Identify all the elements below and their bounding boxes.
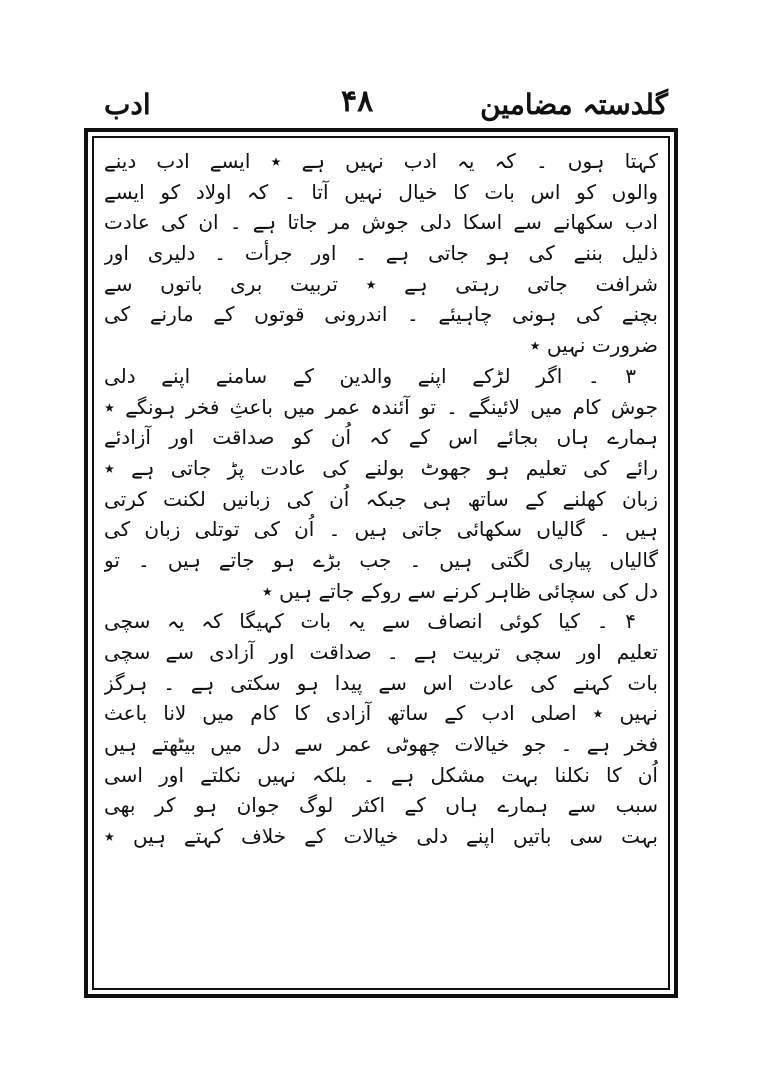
text-line: والوں کو اس بات کا خیال نہیں آتا ۔ کہ اولاد کو ایسے xyxy=(104,179,658,204)
text-line: فخر ہے ۔ جو خیالات چھوٹی عمر سے دل میں بیٹھتے ہیں xyxy=(104,732,658,757)
book-title: گلدستہ مضامین xyxy=(480,88,668,121)
text-line: شرافت جاتی رہتی ہے ٭ تربیت بری باتوں سے xyxy=(104,271,658,296)
text-line: بچنے کی ہونی چاہیئے ۔ اندرونی قوتوں کے مارنے کی xyxy=(104,302,658,327)
text-line: گالیاں پیاری لگتی ہیں ۔ جب بڑے ہو جاتے ہیں ۔ تو xyxy=(104,547,658,572)
text-line: ضرورت نہیں ٭ xyxy=(529,333,658,358)
page-number: ۴۸ xyxy=(341,84,374,119)
text-line: کہتا ہوں ۔ کہ یہ ادب نہیں ہے ٭ ایسے ادب دینے xyxy=(104,149,658,173)
page-header xyxy=(96,84,674,128)
text-line: تعلیم اور سچی تربیت ہے ۔ صداقت اور آزادی سے سچی xyxy=(104,640,658,664)
body-text xyxy=(104,146,658,976)
text-line: سبب سے ہمارے ہاں کے اکثر لوگ جوان ہو کر بھی xyxy=(104,793,658,818)
text-line: جوش کام میں لائینگے ۔ تو آئندہ عمر میں باعثِ فخر ہونگے ٭ xyxy=(104,394,658,419)
section-title: ادب xyxy=(104,88,151,121)
text-line: ہمارے ہاں بجائے اس کے کہ اُن کو صداقت اور آزادئے xyxy=(104,425,658,450)
paragraph-start-line: ۴ ۔ کیا کوئی انصاف سے یہ بات کہیگا کہ یہ سچی xyxy=(104,609,636,634)
text-line: بات کہنے کی عادت اس سے پیدا ہو سکتی ہے ۔ ہرگز xyxy=(104,670,658,695)
text-line: بہت سی باتیں اپنے دلی خیالات کے خلاف کہتے ہیں ٭ xyxy=(104,824,658,849)
text-line: ہیں ۔ گالیاں سکھائی جاتی ہیں ۔ اُن کی توتلی زبان کی xyxy=(104,517,658,542)
paragraph-start-line: ۳ ۔ اگر لڑکے اپنے والدین کے سامنے اپنے دلی xyxy=(104,363,636,388)
text-line: زبان کھلنے کے ساتھ ہی جبکہ اُن کی زبانیں لکنت کرتی xyxy=(104,486,658,511)
text-line: نہیں ٭ اصلی ادب کے ساتھ آزادی کا کام میں لانا باعث xyxy=(104,701,658,726)
text-line: دل کی سچائی ظاہر کرنے سے روکے جاتے ہیں ٭ xyxy=(261,578,658,603)
text-line: ذلیل بننے کی ہو جاتی ہے ۔ اور جرأت ۔ دلیری اور xyxy=(104,241,658,266)
text-line: ادب سکھانے سے اسکا دلی جوش مر جاتا ہے ۔ ان کی عادت xyxy=(104,210,658,235)
text-line: اُن کا نکلنا بہت مشکل ہے ۔ بلکہ نہیں نکلتے اور اسی xyxy=(104,762,658,787)
text-line: رائے کی تعلیم ہو جھوٹ بولنے کی عادت پڑ جاتی ہے ٭ xyxy=(104,455,658,480)
